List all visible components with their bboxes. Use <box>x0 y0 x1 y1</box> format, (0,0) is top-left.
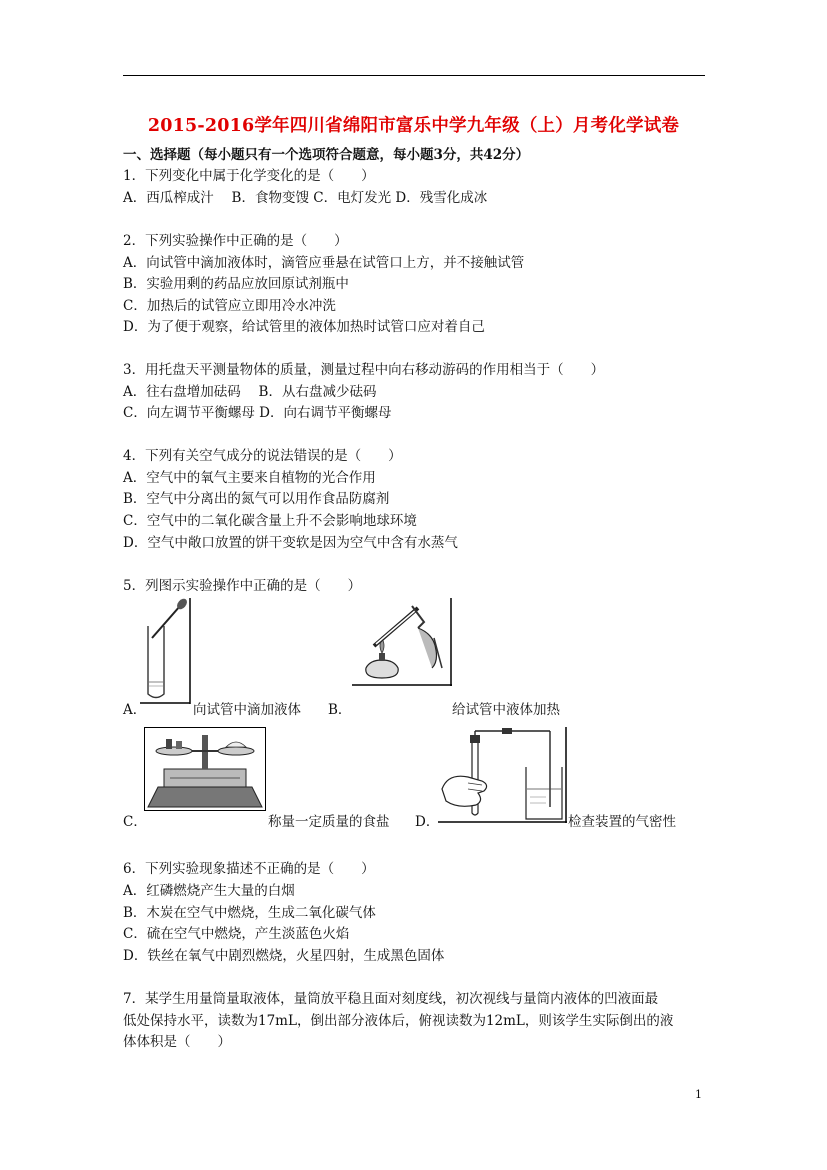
section-heading: 一、选择题（每小题只有一个选项符合题意，每小题3分，共42分） <box>123 147 530 163</box>
question-5-option-a-letter: A． <box>123 702 147 718</box>
question-7-line-2: 低处保持水平，读数为17mL，倒出部分液体后，俯视读数为12mL，则该学生实际倒出的液 <box>123 1013 674 1029</box>
header-rule <box>123 75 705 76</box>
question-4-option-a: A．空气中的氧气主要来自植物的光合作用 <box>123 470 376 486</box>
question-7-line-3: 体体积是（ ） <box>123 1034 231 1050</box>
question-2-option-c: C．加热后的试管应立即用冷水冲洗 <box>123 298 336 314</box>
question-2-option-b: B．实验用剩的药品应放回原试剂瓶中 <box>123 276 349 292</box>
question-4-stem: 4．下列有关空气成分的说法错误的是（ ） <box>123 448 402 464</box>
question-4-option-b: B．空气中分离出的氮气可以用作食品防腐剂 <box>123 491 390 507</box>
question-1-stem: 1．下列变化中属于化学变化的是（ ） <box>123 168 375 184</box>
question-2-option-a: A．向试管中滴加液体时，滴管应垂悬在试管口上方，并不接触试管 <box>123 255 525 271</box>
question-5-option-d-text: 检查装置的气密性 <box>568 814 676 830</box>
question-3-stem: 3．用托盘天平测量物体的质量，测量过程中向右移动游码的作用相当于（ ） <box>123 362 605 378</box>
figure-c-balance-image <box>144 727 266 811</box>
question-5-option-c-letter: C． <box>123 814 147 830</box>
question-2-stem: 2．下列实验操作中正确的是（ ） <box>123 233 348 249</box>
question-6-option-c: C．硫在空气中燃烧，产生淡蓝色火焰 <box>123 926 350 942</box>
figure-a-dropper-image <box>140 598 196 704</box>
question-7-line-1: 7．某学生用量筒量取液体，量筒放平稳且面对刻度线，初次视线与量筒内液体的凹液面最 <box>123 991 659 1007</box>
page-number: 1 <box>695 1088 702 1101</box>
question-5-option-a-text: 向试管中滴加液体 <box>193 702 301 718</box>
question-3-options-ab: A．往右盘增加砝码 B．从右盘减少砝码 <box>123 384 377 400</box>
question-2-option-d: D．为了便于观察，给试管里的液体加热时试管口应对着自己 <box>123 319 485 335</box>
question-6-option-a: A．红磷燃烧产生大量的白烟 <box>123 883 295 899</box>
question-6-stem: 6．下列实验现象描述不正确的是（ ） <box>123 861 375 877</box>
figure-d-airtightness-image <box>438 727 568 823</box>
question-1-options: A．西瓜榨成汁 B．食物变馊 C．电灯发光 D．残雪化成冰 <box>123 190 488 206</box>
question-5-option-b-text: 给试管中液体加热 <box>452 702 560 718</box>
question-6-option-b: B．木炭在空气中燃烧，生成二氧化碳气体 <box>123 905 376 921</box>
question-5-stem: 5．列图示实验操作中正确的是（ ） <box>123 578 362 594</box>
figure-b-heating-image <box>352 598 453 686</box>
question-5-option-c-text: 称量一定质量的食盐 <box>268 814 390 830</box>
question-6-option-d: D．铁丝在氧气中剧烈燃烧，火星四射，生成黑色固体 <box>123 948 445 964</box>
question-4-option-c: C．空气中的二氧化碳含量上升不会影响地球环境 <box>123 513 417 529</box>
question-5-option-d-letter: D． <box>415 814 440 830</box>
question-4-option-d: D．空气中敞口放置的饼干变软是因为空气中含有水蒸气 <box>123 535 458 551</box>
question-5-option-b-letter: B． <box>328 702 352 718</box>
page-title: 2015-2016学年四川省绵阳市富乐中学九年级（上）月考化学试卷 <box>147 116 680 136</box>
question-3-options-cd: C．向左调节平衡螺母 D．向右调节平衡螺母 <box>123 405 392 421</box>
